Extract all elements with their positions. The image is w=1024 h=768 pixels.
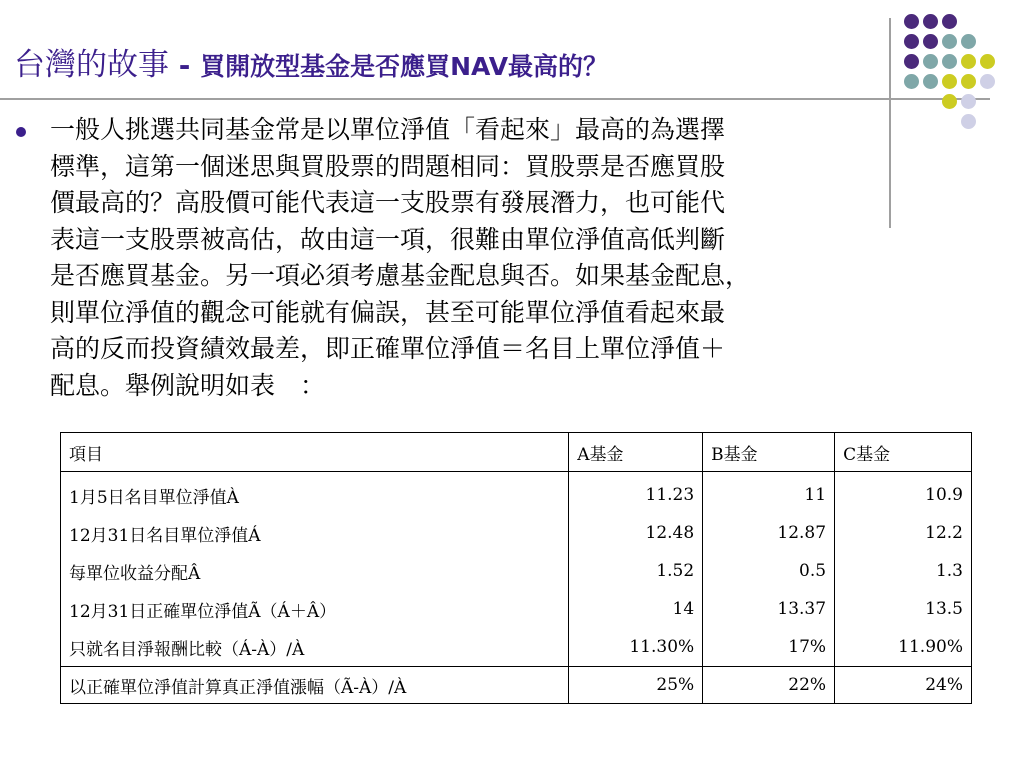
title-main: 台灣的故事 xyxy=(14,47,169,83)
table-cell-value: 11.30% xyxy=(569,628,703,667)
table-cell-value: 10.9 xyxy=(835,472,972,515)
decor-dot-purple xyxy=(904,14,919,29)
table-cell-value: 12.87 xyxy=(703,514,835,552)
paragraph-line: 表這一支股票被高估，故由這一項，很難由單位淨值高低判斷 xyxy=(50,224,726,254)
paragraph-line: 一般人挑選共同基金常是以單位淨值「看起來」最高的為選擇 xyxy=(50,115,726,144)
table-cell-label: 12月31日名目單位淨值Á xyxy=(61,514,569,552)
header-fund-c: C基金 xyxy=(835,433,972,472)
table-cell-value: 0.5 xyxy=(703,552,835,590)
table-cell-label: 以正確單位淨值計算真正淨值漲幅（Ã-À）/À xyxy=(61,667,569,704)
table-cell-value: 24% xyxy=(835,667,972,704)
decor-dot-yellow xyxy=(942,74,957,89)
paragraph-line: 高的反而投資績效最差，即正確單位淨值＝名目上單位淨值＋ xyxy=(50,334,726,363)
decor-dot-teal xyxy=(923,74,938,89)
table-cell-value: 11.23 xyxy=(569,472,703,515)
decor-dot-lavender xyxy=(961,94,976,109)
decor-dot-purple xyxy=(904,34,919,49)
decor-dot-teal xyxy=(923,54,938,69)
table-row xyxy=(61,590,972,628)
decor-dot-teal xyxy=(942,34,957,49)
decor-dot-teal xyxy=(942,54,957,69)
table-cell-value: 12.48 xyxy=(569,514,703,552)
table-header-row xyxy=(61,433,972,472)
paragraph-line: 價最高的？高股價可能代表這一支股票有發展潛力，也可能代 xyxy=(50,188,726,217)
table-cell-value: 12.2 xyxy=(835,514,972,552)
paragraph-line: 配息。舉例說明如表 ： xyxy=(50,370,326,400)
table-row xyxy=(61,514,972,552)
body-paragraph xyxy=(50,112,1010,404)
table-cell-value: 11.90% xyxy=(835,628,972,667)
table-cell-label: 12月31日正確單位淨值Ã（Á＋Â） xyxy=(61,590,569,628)
title-separator: - xyxy=(169,49,201,82)
bullet-icon xyxy=(16,127,26,137)
table-row xyxy=(61,628,972,667)
table-cell-value: 22% xyxy=(703,667,835,704)
table-cell-label: 1月5日名目單位淨值À xyxy=(61,472,569,515)
header-fund-a: A基金 xyxy=(569,433,703,472)
decor-dot-purple xyxy=(904,54,919,69)
title-subtitle: 買開放型基金是否應買NAV最高的？ xyxy=(200,52,609,81)
table-row xyxy=(61,552,972,590)
decor-dot-purple xyxy=(923,34,938,49)
decor-dot-yellow xyxy=(942,94,957,109)
table-cell-value: 14 xyxy=(569,590,703,628)
table-cell-value: 25% xyxy=(569,667,703,704)
table-cell-label: 每單位收益分配Â xyxy=(61,552,569,590)
table-cell-value: 17% xyxy=(703,628,835,667)
decor-dot-yellow xyxy=(961,54,976,69)
paragraph-line: 則單位淨值的觀念可能就有偏誤，甚至可能單位淨值看起來最 xyxy=(50,297,726,327)
decor-dot-lavender xyxy=(980,74,995,89)
slide-title xyxy=(14,47,894,83)
table-cell-value: 13.37 xyxy=(703,590,835,628)
decor-dot-yellow xyxy=(961,74,976,89)
fund-comparison-table xyxy=(60,432,972,704)
header-fund-b: B基金 xyxy=(703,433,835,472)
paragraph-line: 是否應買基金。另一項必須考慮基金配息與否。如果基金配息， xyxy=(50,261,751,290)
decor-dot-yellow xyxy=(980,54,995,69)
table-row-true-return xyxy=(61,667,972,704)
table-cell-label: 只就名目淨報酬比較（Á-À）/À xyxy=(61,628,569,667)
decor-dot-purple xyxy=(942,14,957,29)
decor-dot-teal xyxy=(904,74,919,89)
table-cell-value: 1.52 xyxy=(569,552,703,590)
table-cell-value: 1.3 xyxy=(835,552,972,590)
header-item: 項目 xyxy=(61,433,569,472)
table-cell-value: 13.5 xyxy=(835,590,972,628)
horizontal-rule xyxy=(0,98,990,100)
decor-dot-teal xyxy=(961,34,976,49)
table-row xyxy=(61,472,972,515)
table-cell-value: 11 xyxy=(703,472,835,515)
paragraph-line: 標準，這第一個迷思與買股票的問題相同：買股票是否應買股 xyxy=(50,151,726,181)
decor-dot-purple xyxy=(923,14,938,29)
